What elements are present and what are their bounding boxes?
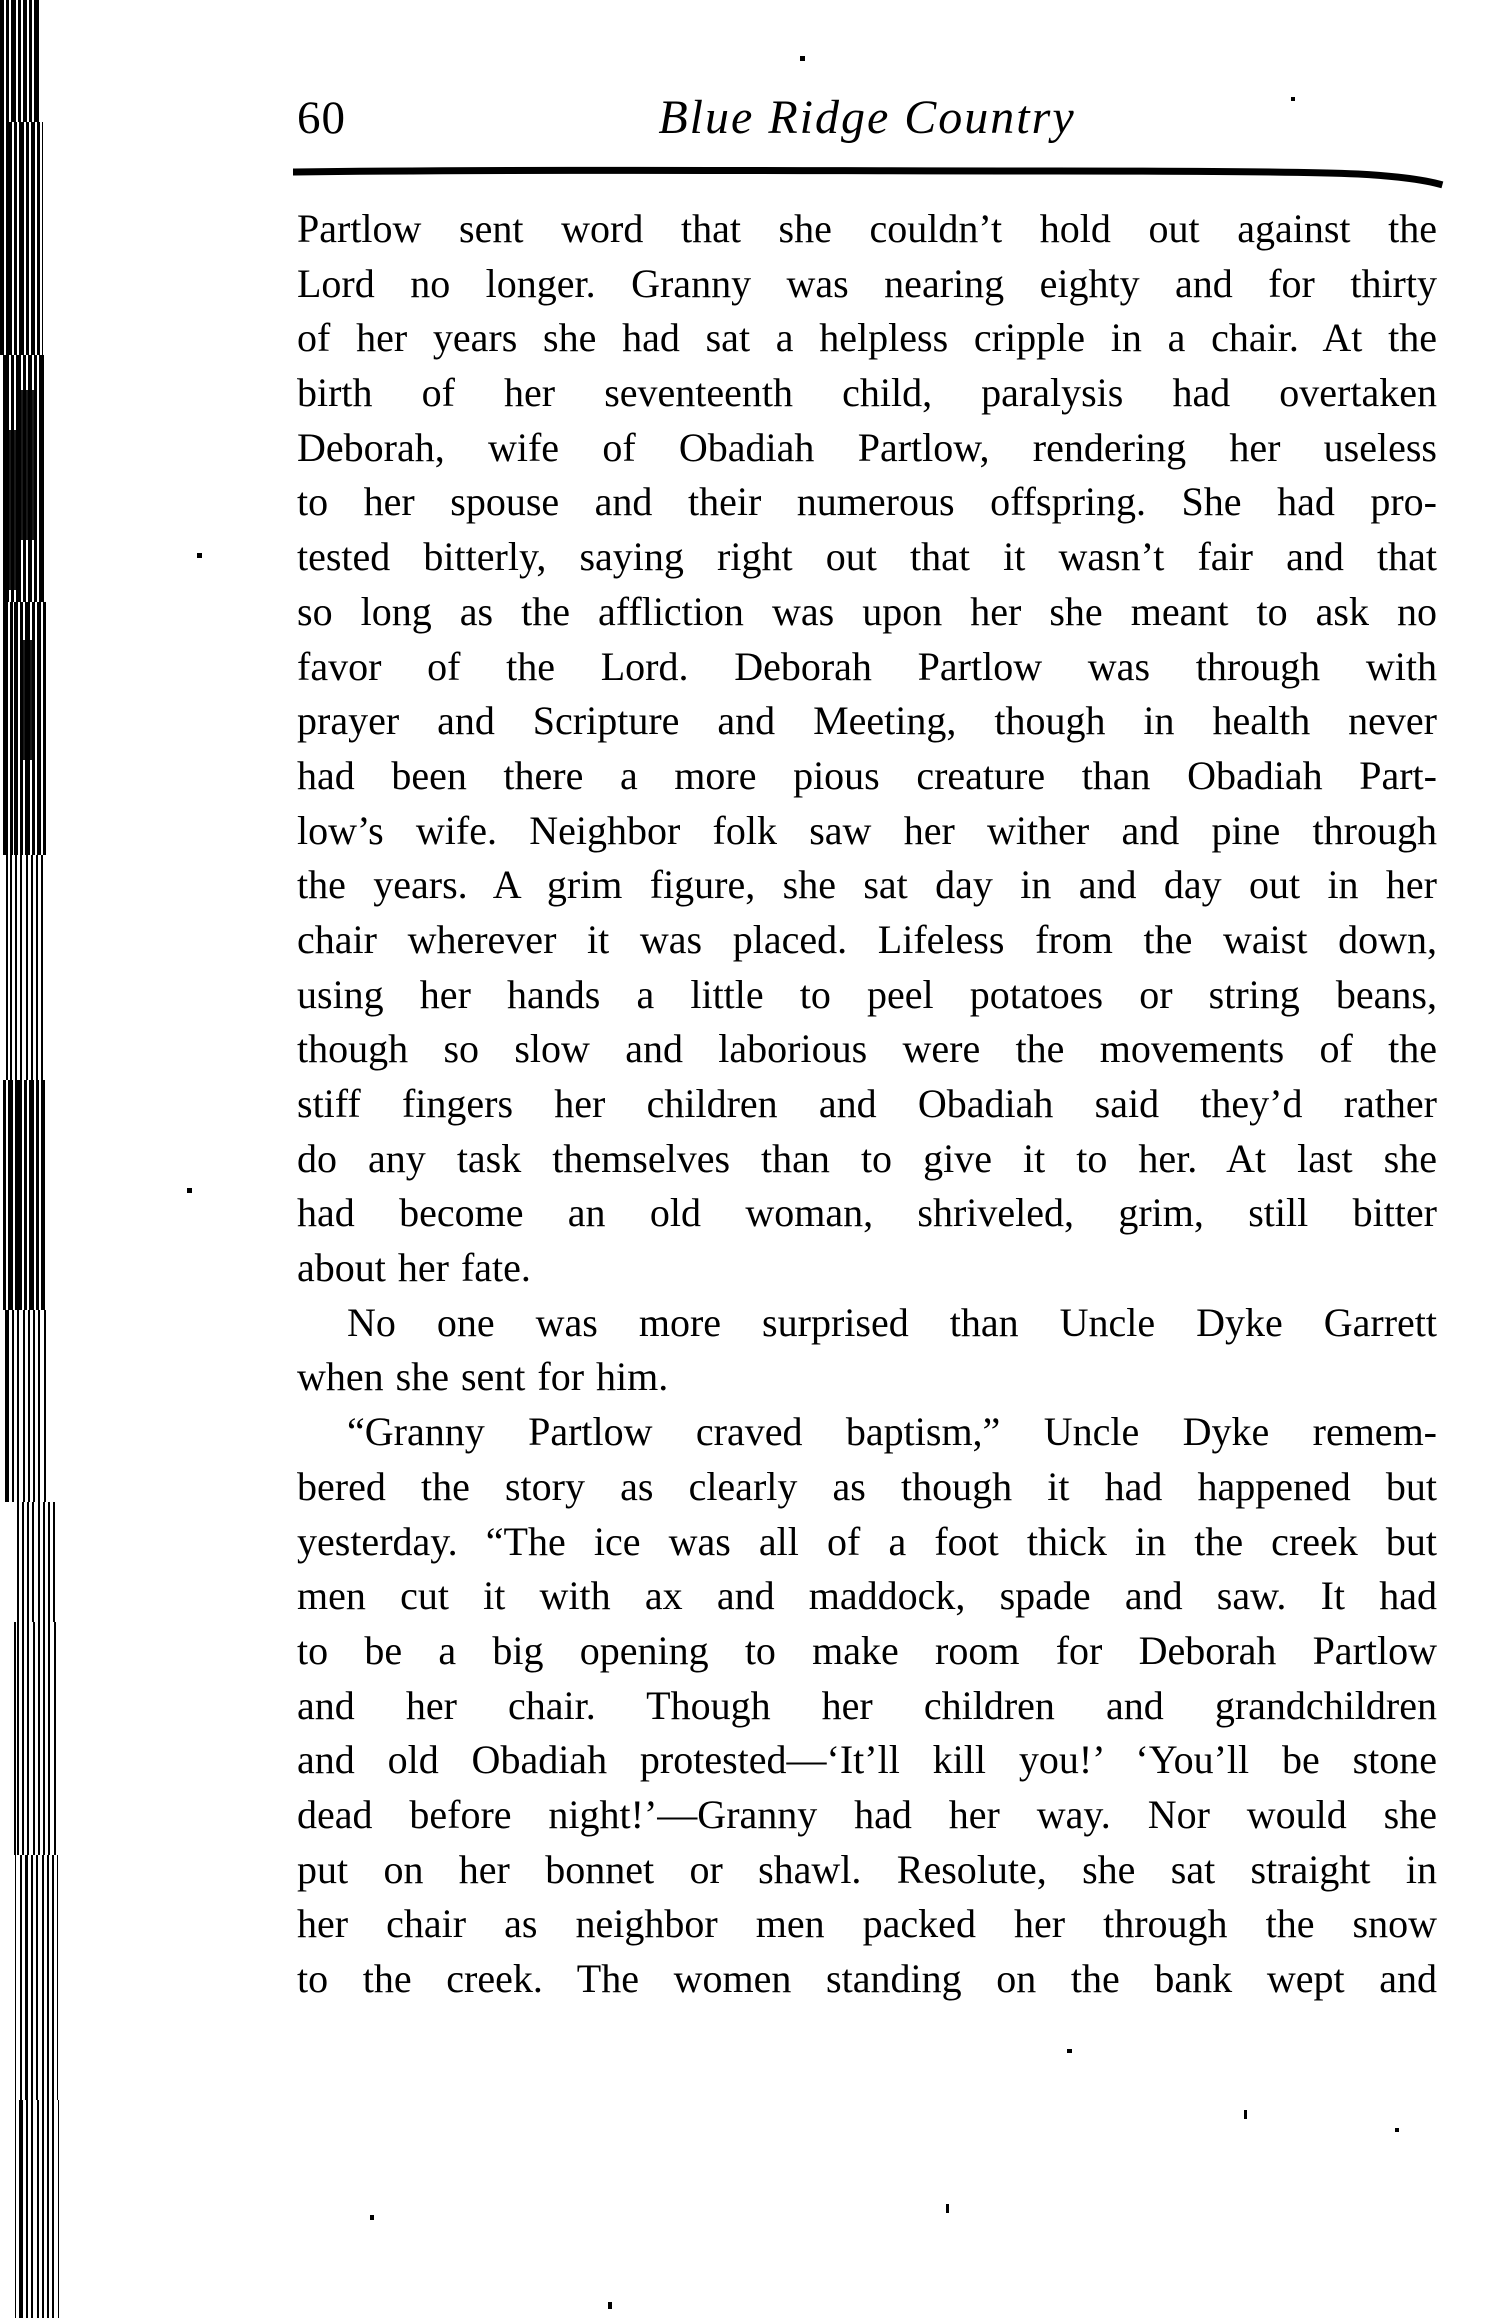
binding-gutter-segment xyxy=(5,1310,49,1502)
text-line: to be a big opening to make room for Deborah Partlow xyxy=(297,1627,1437,1673)
text-line: her chair as neighbor men packed her through the snow xyxy=(297,1901,1437,1947)
text-line: prayer and Scripture and Meeting, though in health never xyxy=(297,698,1437,744)
ink-speck xyxy=(608,2302,612,2309)
ink-speck xyxy=(1291,97,1295,101)
header-rule xyxy=(293,163,1445,189)
binding-gutter-segment xyxy=(15,2100,59,2318)
text-line: Partlow sent word that she couldn’t hold out against the xyxy=(297,206,1437,251)
ink-speck xyxy=(946,2204,949,2213)
ink-speck xyxy=(187,1188,192,1193)
text-line: put on her bonnet or shawl. Resolute, she sat straight in xyxy=(297,1846,1437,1892)
text-line: of her years she had sat a helpless cripple in a chair. At the xyxy=(297,315,1437,361)
text-line: low’s wife. Neighbor folk saw her wither and pine through xyxy=(297,807,1437,853)
text-line: had been there a more pious creature than Obadiah Part- xyxy=(297,752,1437,798)
ink-speck xyxy=(800,56,805,61)
text-line: “Granny Partlow craved baptism,” Uncle Dyke remem- xyxy=(347,1409,1437,1455)
text-line: bered the story as clearly as though it had happened but xyxy=(297,1463,1437,1509)
page-number: 60 xyxy=(297,92,346,144)
binding-gutter-segment xyxy=(0,122,43,355)
text-line: birth of her seventeenth child, paralysis had overtaken xyxy=(297,370,1437,416)
text-line: using her hands a little to peel potatoes or string beans, xyxy=(297,971,1437,1017)
text-line: Lord no longer. Granny was nearing eighty and for thirty xyxy=(297,260,1437,306)
binding-ink-blob xyxy=(18,390,34,540)
binding-gutter-segment xyxy=(5,855,46,1080)
ink-speck xyxy=(1067,2049,1072,2053)
body-text xyxy=(297,202,1437,2007)
text-line: though so slow and laborious were the movements of the xyxy=(297,1026,1437,1072)
text-line: tested bitterly, saying right out that it wasn’t fair and that xyxy=(297,534,1437,580)
text-line: No one was more surprised than Uncle Dyke Garrett xyxy=(347,1299,1437,1345)
binding-gutter-segment xyxy=(0,0,40,122)
text-line: stiff fingers her children and Obadiah said they’d rather xyxy=(297,1081,1437,1126)
text-line: dead before night!’—Granny had her way. Nor would she xyxy=(297,1791,1437,1837)
text-line: had become an old woman, shriveled, grim, still bitter xyxy=(297,1190,1437,1236)
running-title: Blue Ridge Country xyxy=(658,91,1076,144)
text-line: and her chair. Though her children and grandchildren xyxy=(297,1682,1437,1728)
text-line: do any task themselves than to give it to her. At last she xyxy=(297,1135,1437,1181)
text-line: yesterday. “The ice was all of a foot thick in the creek but xyxy=(297,1518,1437,1564)
ink-speck xyxy=(370,2215,374,2220)
binding-gutter-segment xyxy=(13,1622,58,1855)
text-line: so long as the affliction was upon her she meant to ask no xyxy=(297,588,1437,634)
binding-ink-blob xyxy=(8,430,20,590)
text-line: Deborah, wife of Obadiah Partlow, rendering her useless xyxy=(297,424,1437,470)
binding-ink-blob xyxy=(20,640,34,760)
text-line: to the creek. The women standing on the bank wept and xyxy=(297,1956,1437,2001)
text-line: favor of the Lord. Deborah Partlow was through with xyxy=(297,643,1437,689)
ink-speck xyxy=(197,553,202,558)
binding-gutter-segment xyxy=(13,1502,55,1622)
text-line: when she sent for him. xyxy=(297,1354,669,1400)
binding-gutter-segment xyxy=(15,1855,58,2100)
text-line: about her fate. xyxy=(297,1245,531,1291)
text-line: and old Obadiah protested—‘It’ll kill you!’ ‘You’ll be stone xyxy=(297,1737,1437,1783)
text-line: chair wherever it was placed. Lifeless from the waist down, xyxy=(297,916,1437,962)
running-header xyxy=(297,91,1437,146)
ink-speck xyxy=(1395,2128,1399,2132)
text-line: to her spouse and their numerous offspring. She had pro- xyxy=(297,479,1437,525)
text-line: the years. A grim figure, she sat day in and day out in her xyxy=(297,862,1437,908)
binding-gutter-segment xyxy=(3,1080,47,1310)
text-line: men cut it with ax and maddock, spade and saw. It had xyxy=(297,1573,1437,1619)
ink-speck xyxy=(1244,2110,1247,2119)
